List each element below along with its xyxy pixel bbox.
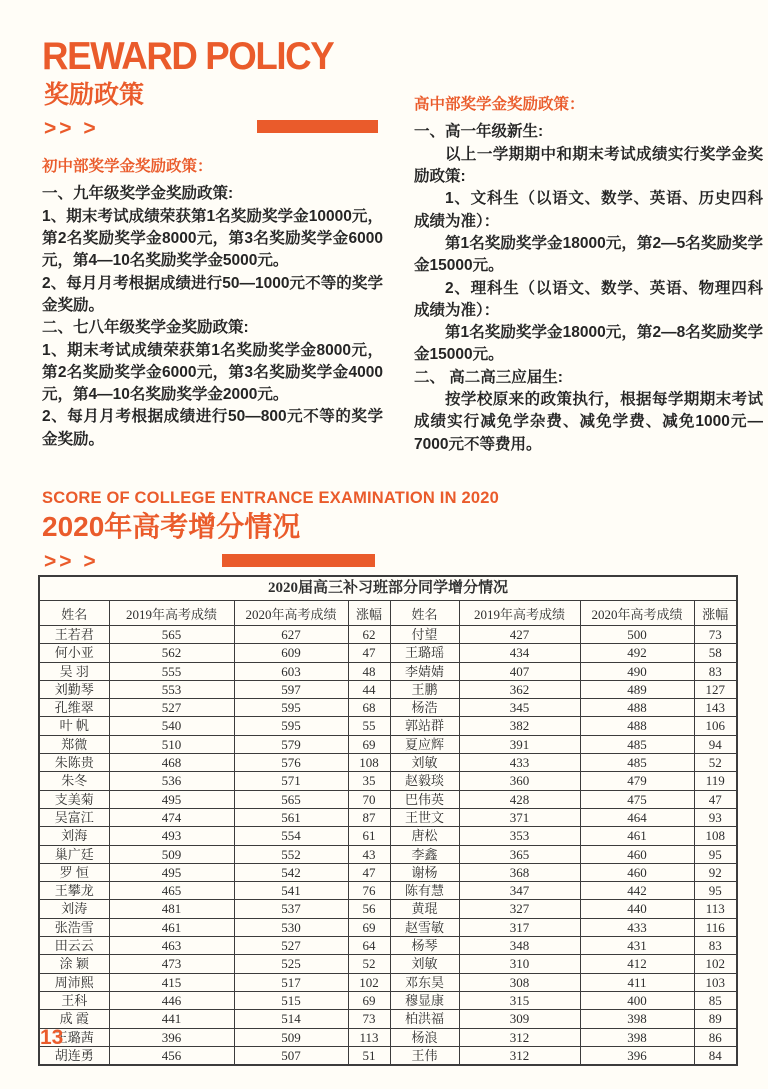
policy-paragraph: 第1名奖励奖学金18000元，第2—5名奖励奖学金15000元。 [414,234,763,275]
page-title-en: REWARD POLICY [42,35,334,78]
table-cell: 102 [694,955,737,973]
table-cell: 103 [694,973,737,991]
table-row [39,827,737,845]
table-cell: 479 [580,772,694,790]
table-cell: 56 [348,900,390,918]
table-cell: 371 [459,808,580,826]
table-cell: 陈有慧 [390,882,459,900]
table-cell: 428 [459,790,580,808]
table-cell: 514 [234,1010,348,1028]
table-cell: 609 [234,644,348,662]
chevron-decoration: >> > [44,550,99,573]
table-row [39,918,737,936]
table-cell: 460 [580,845,694,863]
table-cell: 83 [694,937,737,955]
senior-policy-body [414,121,763,456]
table-row [39,735,737,753]
column-header: 2019年高考成绩 [459,601,580,626]
table-cell: 69 [348,918,390,936]
table-cell: 461 [109,918,234,936]
table-cell: 398 [580,1010,694,1028]
table-cell: 83 [694,662,737,680]
table-cell: 415 [109,973,234,991]
table-cell: 552 [234,845,348,863]
table-cell: 441 [109,1010,234,1028]
table-cell: 巴伟英 [390,790,459,808]
table-cell: 536 [109,772,234,790]
table-cell: 576 [234,754,348,772]
table-cell: 127 [694,680,737,698]
table-cell: 刘敏 [390,955,459,973]
column-header: 涨幅 [348,601,390,626]
table-row [39,937,737,955]
table-cell: 542 [234,863,348,881]
table-cell: 368 [459,863,580,881]
table-cell: 61 [348,827,390,845]
column-header: 2020年高考成绩 [234,601,348,626]
policy-paragraph: 第1名奖励奖学金18000元，第2—8名奖励奖学金15000元。 [414,324,763,364]
table-cell: 382 [459,717,580,735]
table-row [39,626,737,644]
table-cell: 540 [109,717,234,735]
table-cell: 442 [580,882,694,900]
table-row [39,863,737,881]
table-cell: 赵雪敏 [390,918,459,936]
column-header: 姓名 [390,601,459,626]
page-number: 13 [40,1026,64,1049]
table-cell: 76 [348,882,390,900]
table-cell: 刘涛 [39,900,109,918]
table-cell: 刘敏 [390,754,459,772]
table-cell: 刘勤琴 [39,680,109,698]
table-cell: 433 [459,754,580,772]
table-row [39,1010,737,1028]
table-cell: 315 [459,991,580,1009]
table-cell: 李婧婧 [390,662,459,680]
table-title: 2020届高三补习班部分同学增分情况 [39,576,737,601]
table-row [39,900,737,918]
table-cell: 王伟 [390,1046,459,1065]
table-row [39,882,737,900]
table-row [39,955,737,973]
table-cell: 巢广廷 [39,845,109,863]
table-cell: 51 [348,1046,390,1065]
table-cell: 345 [459,699,580,717]
table-cell: 473 [109,955,234,973]
column-header: 2019年高考成绩 [109,601,234,626]
table-cell: 108 [348,754,390,772]
table-cell: 555 [109,662,234,680]
table-cell: 474 [109,808,234,826]
table-cell: 527 [109,699,234,717]
table-cell: 84 [694,1046,737,1065]
table-cell: 541 [234,882,348,900]
table-cell: 47 [348,644,390,662]
table-cell: 468 [109,754,234,772]
table-cell: 595 [234,699,348,717]
table-row [39,1046,737,1065]
table-cell: 王攀龙 [39,882,109,900]
table-cell: 527 [234,937,348,955]
table-cell: 邓东昊 [390,973,459,991]
junior-policy-heading: 初中部奖学金奖励政策： [42,158,213,175]
table-cell: 64 [348,937,390,955]
table-cell: 463 [109,937,234,955]
column-header: 2020年高考成绩 [580,601,694,626]
table-cell: 吴富江 [39,808,109,826]
policy-paragraph: 1、文科生（以语文、数学、英语、历史四科成绩为准）： [414,190,763,230]
table-cell: 509 [109,845,234,863]
table-cell: 95 [694,845,737,863]
table-cell: 603 [234,662,348,680]
table-cell: 杨琴 [390,937,459,955]
policy-paragraph: 2、每月月考根据成绩进行50—800元不等的奖学金奖励。 [42,408,383,448]
table-cell: 89 [694,1010,737,1028]
table-cell: 王鹏 [390,680,459,698]
table-cell: 431 [580,937,694,955]
table-cell: 王世文 [390,808,459,826]
table-cell: 87 [348,808,390,826]
table-cell: 罗 恒 [39,863,109,881]
table-cell: 481 [109,900,234,918]
table-cell: 张浩雪 [39,918,109,936]
table-cell: 73 [694,626,737,644]
table-cell: 68 [348,699,390,717]
table-cell: 支美菊 [39,790,109,808]
junior-policy-body [42,183,383,451]
table-cell: 113 [348,1028,390,1046]
table-cell: 周沛熙 [39,973,109,991]
table-cell: 579 [234,735,348,753]
table-cell: 396 [580,1046,694,1065]
table-cell: 刘海 [39,827,109,845]
table-cell: 113 [694,900,737,918]
table-cell: 347 [459,882,580,900]
table-cell: 柏洪福 [390,1010,459,1028]
table-cell: 517 [234,973,348,991]
table-cell: 509 [234,1028,348,1046]
table-cell: 411 [580,973,694,991]
table-cell: 446 [109,991,234,1009]
table-cell: 565 [109,626,234,644]
table-cell: 362 [459,680,580,698]
score-table [38,575,738,1066]
table-cell: 143 [694,699,737,717]
table-cell: 杨浪 [390,1028,459,1046]
table-cell: 525 [234,955,348,973]
table-cell: 成 霞 [39,1010,109,1028]
table-cell: 王璐瑶 [390,644,459,662]
table-cell: 488 [580,717,694,735]
table-cell: 郭站群 [390,717,459,735]
table-cell: 597 [234,680,348,698]
table-cell: 58 [694,644,737,662]
policy-paragraph: 按学校原来的政策执行，根据每学期期末考试成绩实行减免学杂费、减免学费、减免1000元—7000元不等费用。 [414,391,763,453]
table-cell: 495 [109,863,234,881]
table-cell: 433 [580,918,694,936]
table-cell: 456 [109,1046,234,1065]
table-cell: 119 [694,772,737,790]
table-cell: 464 [580,808,694,826]
table-row [39,973,737,991]
table-row [39,845,737,863]
table-cell: 王璐茜 [39,1028,109,1046]
table-cell: 94 [694,735,737,753]
table-cell: 440 [580,900,694,918]
score-title-en: SCORE OF COLLEGE ENTRANCE EXAMINATION IN 2020 [42,489,499,507]
page-title-zh: 奖励政策 [44,80,145,109]
table-cell: 309 [459,1010,580,1028]
table-cell: 493 [109,827,234,845]
table-cell: 488 [580,699,694,717]
policy-paragraph: 2、理科生（以语文、数学、英语、物理四科成绩为准）： [414,279,763,319]
accent-bar [257,120,378,133]
policy-paragraph: 一、九年级奖学金奖励政策: [42,185,234,203]
policy-paragraph: 以上一学期期中和期末考试成绩实行奖学金奖励政策: [414,145,763,185]
table-cell: 102 [348,973,390,991]
table-cell: 396 [109,1028,234,1046]
table-cell: 537 [234,900,348,918]
table-cell: 400 [580,991,694,1009]
table-cell: 47 [694,790,737,808]
table-row [39,808,737,826]
table-row [39,1028,737,1046]
table-cell: 106 [694,717,737,735]
table-cell: 465 [109,882,234,900]
table-cell: 627 [234,626,348,644]
table-cell: 460 [580,863,694,881]
table-cell: 李鑫 [390,845,459,863]
table-cell: 561 [234,808,348,826]
table-cell: 565 [234,790,348,808]
table-cell: 44 [348,680,390,698]
policy-paragraph: 1、期末考试成绩荣获第1名奖励奖学金10000元，第2名奖励奖学金8000元，第3名奖励奖学金6000元，第4—10名奖励奖学金5000元。 [42,207,383,270]
score-table-container [38,575,736,1066]
table-cell: 85 [694,991,737,1009]
table-cell: 553 [109,680,234,698]
table-cell: 310 [459,955,580,973]
table-cell: 554 [234,827,348,845]
table-cell: 孔维翠 [39,699,109,717]
table-cell: 500 [580,626,694,644]
policy-paragraph: 2、每月月考根据成绩进行50—1000元不等的奖学金奖励。 [42,274,383,314]
table-cell: 571 [234,772,348,790]
table-cell: 95 [694,882,737,900]
table-cell: 412 [580,955,694,973]
policy-paragraph: 二、七八年级奖学金奖励政策: [42,319,249,337]
table-cell: 92 [694,863,737,881]
chevron-decoration: >> > [44,117,99,140]
table-cell: 475 [580,790,694,808]
table-cell: 47 [348,863,390,881]
policy-paragraph: 一、高一年级新生: [414,123,544,141]
junior-policy-section [42,156,383,451]
table-cell: 55 [348,717,390,735]
table-row [39,717,737,735]
table-row [39,680,737,698]
score-section-header [42,489,732,573]
table-cell: 吴 羽 [39,662,109,680]
table-row [39,772,737,790]
table-row [39,790,737,808]
table-cell: 434 [459,644,580,662]
table-cell: 35 [348,772,390,790]
table-cell: 116 [694,918,737,936]
table-cell: 108 [694,827,737,845]
table-cell: 杨浩 [390,699,459,717]
table-cell: 王若君 [39,626,109,644]
table-row [39,754,737,772]
table-cell: 461 [580,827,694,845]
table-cell: 492 [580,644,694,662]
table-cell: 485 [580,754,694,772]
table-cell: 叶 帆 [39,717,109,735]
table-cell: 398 [580,1028,694,1046]
table-cell: 69 [348,735,390,753]
table-row [39,991,737,1009]
table-row [39,699,737,717]
table-cell: 489 [580,680,694,698]
table-cell: 48 [348,662,390,680]
table-cell: 317 [459,918,580,936]
table-cell: 86 [694,1028,737,1046]
table-cell: 73 [348,1010,390,1028]
table-cell: 365 [459,845,580,863]
table-cell: 562 [109,644,234,662]
table-cell: 黄琨 [390,900,459,918]
table-cell: 507 [234,1046,348,1065]
table-cell: 朱陈贵 [39,754,109,772]
table-row [39,662,737,680]
table-cell: 43 [348,845,390,863]
table-cell: 何小亚 [39,644,109,662]
table-cell: 穆显康 [390,991,459,1009]
table-cell: 327 [459,900,580,918]
table-cell: 530 [234,918,348,936]
table-cell: 407 [459,662,580,680]
column-header: 姓名 [39,601,109,626]
table-cell: 312 [459,1046,580,1065]
table-cell: 391 [459,735,580,753]
table-cell: 510 [109,735,234,753]
senior-policy-section [414,94,763,456]
table-cell: 王科 [39,991,109,1009]
table-cell: 490 [580,662,694,680]
table-cell: 348 [459,937,580,955]
table-cell: 付望 [390,626,459,644]
score-title-zh: 2020年高考增分情况 [42,511,301,542]
column-header: 涨幅 [694,601,737,626]
table-row [39,644,737,662]
table-cell: 515 [234,991,348,1009]
table-cell: 595 [234,717,348,735]
table-cell: 62 [348,626,390,644]
table-cell: 52 [694,754,737,772]
accent-bar [222,554,375,567]
table-cell: 69 [348,991,390,1009]
table-cell: 田云云 [39,937,109,955]
table-cell: 427 [459,626,580,644]
table-cell: 夏应辉 [390,735,459,753]
table-cell: 52 [348,955,390,973]
table-cell: 312 [459,1028,580,1046]
table-cell: 360 [459,772,580,790]
table-cell: 308 [459,973,580,991]
table-cell: 唐松 [390,827,459,845]
table-cell: 谢杨 [390,863,459,881]
policy-paragraph: 二、 高二高三应届生: [414,368,563,386]
table-cell: 495 [109,790,234,808]
table-cell: 朱冬 [39,772,109,790]
table-cell: 353 [459,827,580,845]
table-cell: 郑微 [39,735,109,753]
table-cell: 70 [348,790,390,808]
table-cell: 赵毅琰 [390,772,459,790]
policy-paragraph: 1、期末考试成绩荣获第1名奖励奖学金8000元，第2名奖励奖学金6000元，第3名奖励奖学金4000元，第4—10名奖励奖学金2000元。 [42,341,383,404]
table-cell: 胡连勇 [39,1046,109,1065]
table-cell: 涂 颖 [39,955,109,973]
senior-policy-heading: 高中部奖学金奖励政策： [414,96,585,113]
table-cell: 485 [580,735,694,753]
table-cell: 93 [694,808,737,826]
